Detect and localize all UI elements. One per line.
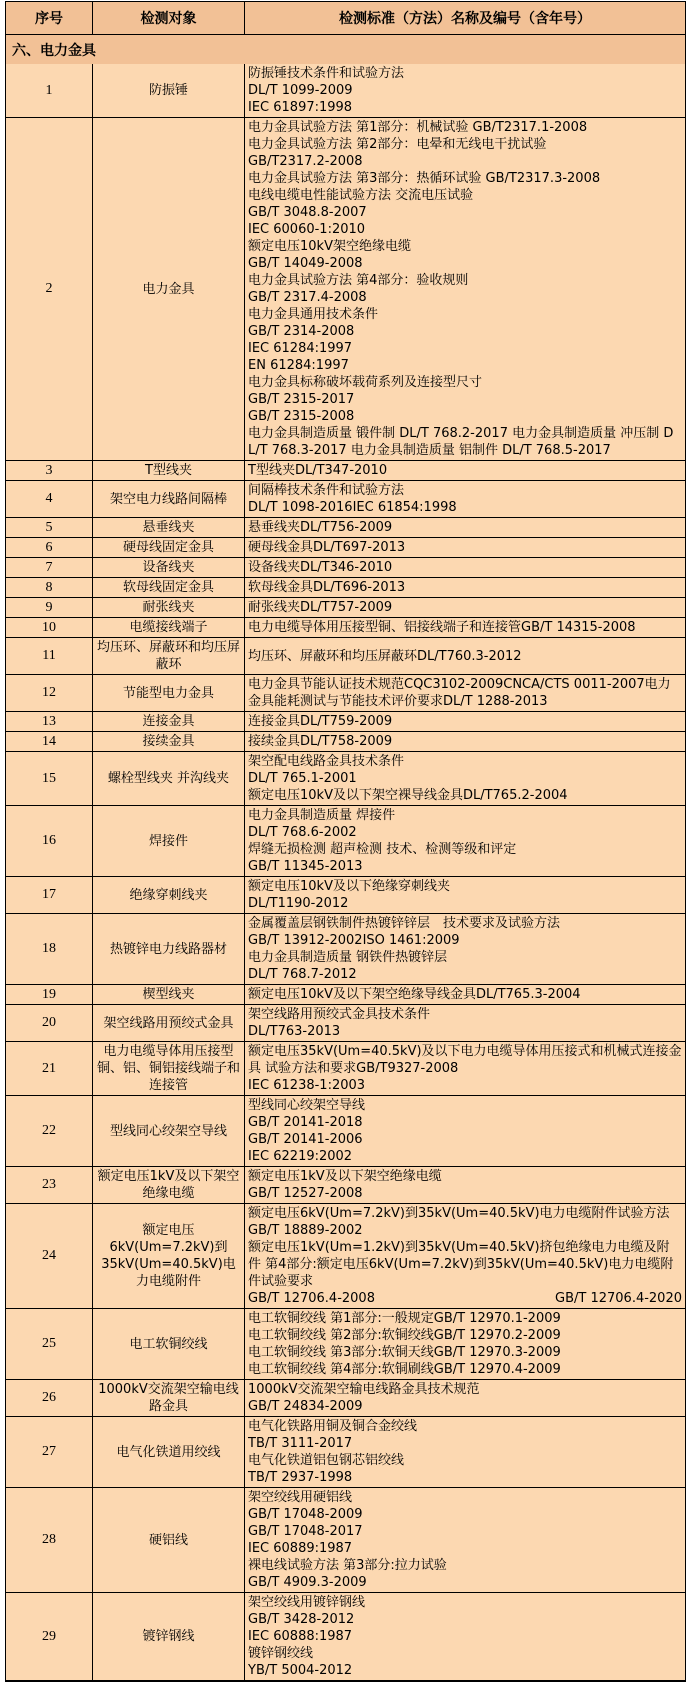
standard-line: DL/T 765.1-2001 <box>248 771 357 786</box>
standard-line: 电力金具通用技术条件 <box>248 307 379 322</box>
standards-cell <box>244 638 685 674</box>
test-object: 电力电缆导体用压接型铜、铝、铜铝接线端子和连接管 <box>92 1042 244 1095</box>
standards-cell <box>244 538 685 557</box>
standard-line: 额定电压35kV(Um=40.5kV)及以下电力电缆导体用压接式和机械式连接金具 试验方法和要求GB/T9327-2008 <box>248 1044 682 1076</box>
row-number: 24 <box>42 1248 56 1263</box>
standard-line: 1000kV交流架空输电线路金具技术规范 <box>248 1382 480 1397</box>
standard-line: 裸电线试验方法 第3部分:拉力试验 <box>248 1558 447 1573</box>
standard-line: 悬垂线夹DL/T756-2009 <box>248 520 393 535</box>
row-number: 5 <box>45 519 53 535</box>
standards-cell <box>244 1380 685 1416</box>
table-row <box>6 731 685 751</box>
table-row <box>6 617 685 637</box>
standard-line: GB/T 11345-2013 <box>248 859 363 874</box>
row-number: 15 <box>42 770 56 786</box>
standards-cell <box>244 461 685 480</box>
test-object: 型线同心绞架空导线 <box>92 1096 244 1166</box>
test-object: 架空线路用预绞式金具 <box>92 1005 244 1041</box>
standard-line: DL/T 768.6-2002 <box>248 825 357 840</box>
test-object: 电缆接线端子 <box>92 618 244 637</box>
test-object: 接续金具 <box>92 732 244 751</box>
standard-line <box>248 1290 682 1307</box>
test-object: 防振锤 <box>92 64 244 117</box>
header-cell-standard: 检测标准（方法）名称及编号（含年号） <box>244 2 685 34</box>
test-object: 硬铝线 <box>92 1488 244 1592</box>
standard-line: 电力金具试验方法 第2部分：电晕和无线电干扰试验 <box>248 137 547 152</box>
table-row <box>6 805 685 876</box>
standard-line: GB/T 17048-2017 <box>248 1524 363 1539</box>
table-row <box>6 597 685 617</box>
standard-line: DL/T1190-2012 <box>248 896 349 911</box>
table-row <box>6 984 685 1004</box>
standards-cell <box>244 578 685 597</box>
standard-line-left: GB/T 12706.4-2008 <box>248 1291 375 1306</box>
row-number: 14 <box>42 733 56 749</box>
standard-line: 金属覆盖层钢铁制件热镀锌锌层 技术要求及试验方法 <box>248 916 561 931</box>
table-row <box>6 674 685 711</box>
standard-line: T型线夹DL/T347-2010 <box>248 463 388 478</box>
row-number: 9 <box>45 599 53 615</box>
table-row <box>6 117 685 460</box>
standards-cell <box>244 598 685 617</box>
standard-line: GB/T 18889-2002 <box>248 1223 363 1238</box>
standard-line: 间隔棒技术条件和试验方法 <box>248 483 405 498</box>
row-number: 6 <box>45 539 53 555</box>
standards-cell <box>244 732 685 751</box>
row-number: 16 <box>42 833 56 848</box>
table-row <box>6 1004 685 1041</box>
row-number: 28 <box>42 1532 56 1547</box>
standard-line: 镀锌钢绞线 <box>248 1646 314 1661</box>
standards-cell <box>244 1096 685 1166</box>
table-header-row <box>6 2 685 34</box>
row-number: 20 <box>42 1015 56 1030</box>
header-cell-no: 序号 <box>35 11 63 27</box>
table-row <box>6 480 685 517</box>
row-number: 4 <box>45 491 53 506</box>
test-object: 悬垂线夹 <box>92 518 244 537</box>
test-object: 均压环、屏蔽环和均压屏蔽环 <box>92 638 244 674</box>
row-number: 18 <box>42 941 56 956</box>
standards-cell <box>244 618 685 637</box>
standard-line: EN 61284:1997 <box>248 358 349 373</box>
standards-cell <box>244 558 685 577</box>
test-object: 电力金具 <box>92 118 244 460</box>
row-number: 22 <box>42 1123 56 1138</box>
standard-line: GB/T 2317.4-2008 <box>248 290 367 305</box>
standard-line: 防振锤技术条件和试验方法 <box>248 66 405 81</box>
standard-line: IEC 61284:1997 <box>248 341 353 356</box>
standard-line: 额定电压10kV及以下绝缘穿刺线夹 <box>248 879 450 894</box>
table-row <box>6 876 685 913</box>
test-object: 绝缘穿刺线夹 <box>92 877 244 913</box>
table-row <box>6 1166 685 1203</box>
standard-line: 焊缝无损检测 超声检测 技术、检测等级和评定 <box>248 842 517 857</box>
test-object: T型线夹 <box>92 461 244 480</box>
standard-line: GB/T 2315-2008 <box>248 409 355 424</box>
standards-cell <box>244 806 685 876</box>
row-number: 11 <box>42 648 56 663</box>
standard-line: 电力金具试验方法 第1部分：机械试验 GB/T2317.1-2008 <box>248 120 588 135</box>
test-object: 镀锌钢线 <box>92 1593 244 1680</box>
row-number: 26 <box>42 1390 56 1405</box>
standard-line: GB/T 24834-2009 <box>248 1399 363 1414</box>
standard-line: GB/T 4909.3-2009 <box>248 1575 367 1590</box>
row-number: 17 <box>42 887 56 902</box>
test-object: 架空电力线路间隔棒 <box>92 481 244 517</box>
standard-line: 软母线金具DL/T696-2013 <box>248 580 406 595</box>
standard-line: 电力电缆导体用压接型铜、铝接线端子和连接管GB/T 14315-2008 <box>248 620 636 635</box>
standards-cell <box>244 1593 685 1680</box>
test-object: 节能型电力金具 <box>92 675 244 711</box>
row-number: 25 <box>42 1336 56 1351</box>
standard-line: 电气化铁路用铜及铜合金绞线 <box>248 1419 418 1434</box>
table-row <box>6 751 685 805</box>
row-number: 13 <box>42 713 56 729</box>
standards-cell <box>244 1309 685 1379</box>
standard-line: 电力金具标称破坏载荷系列及连接型尺寸 <box>248 375 483 390</box>
standards-cell <box>244 914 685 984</box>
standard-line: 电工软铜绞线 第2部分:软铜绞线GB/T 12970.2-2009 <box>248 1328 561 1343</box>
row-number: 12 <box>42 685 56 700</box>
standard-line: GB/T 20141-2018 <box>248 1115 363 1130</box>
standard-line: GB/T 2314-2008 <box>248 324 355 339</box>
table-row <box>6 1592 685 1680</box>
standards-cell <box>244 752 685 805</box>
standards-cell <box>244 985 685 1004</box>
standard-line: GB/T 12527-2008 <box>248 1186 363 1201</box>
standard-line: 电力金具制造质量 锻件制 DL/T 768.2-2017 电力金具制造质量 冲压制 DL/T 768.3-2017 电力金具制造质量 铝制件 DL/T 768.5-2017 <box>248 426 674 458</box>
standard-line: IEC 60888:1987 <box>248 1629 353 1644</box>
standards-cell <box>244 675 685 711</box>
standards-cell <box>244 481 685 517</box>
table-row <box>6 460 685 480</box>
standard-line: GB/T 20141-2006 <box>248 1132 363 1147</box>
standard-line: 电力金具制造质量 焊接件 <box>248 808 396 823</box>
standard-line: 电力金具节能认证技术规范CQC3102-2009CNCA/CTS 0011-2007电力金具能耗测试与节能技术评价要求DL/T 1288-2013 <box>248 677 671 709</box>
test-object: 电气化铁道用绞线 <box>92 1417 244 1487</box>
standard-line: 耐张线夹DL/T757-2009 <box>248 600 393 615</box>
standard-line: DL/T763-2013 <box>248 1024 341 1039</box>
standards-cell <box>244 877 685 913</box>
test-object: 设备线夹 <box>92 558 244 577</box>
test-object: 耐张线夹 <box>92 598 244 617</box>
standard-line: 硬母线金具DL/T697-2013 <box>248 540 406 555</box>
standard-line: IEC 60060-1:2010 <box>248 222 366 237</box>
standard-line: GB/T 2315-2017 <box>248 392 355 407</box>
standard-line: DL/T 1098-2016IEC 61854:1998 <box>248 500 457 515</box>
row-number: 7 <box>45 559 53 575</box>
standards-cell <box>244 712 685 731</box>
test-object: 1000kV交流架空输电线路金具 <box>92 1380 244 1416</box>
standard-line: IEC 61897:1998 <box>248 100 353 115</box>
test-object: 连接金具 <box>92 712 244 731</box>
table-row <box>6 1487 685 1592</box>
standard-line: DL/T 768.7-2012 <box>248 967 357 982</box>
row-number: 29 <box>42 1628 56 1644</box>
standards-cell <box>244 518 685 537</box>
test-object: 楔型线夹 <box>92 985 244 1004</box>
standards-cell <box>244 1488 685 1592</box>
test-object: 电工软铜绞线 <box>92 1309 244 1379</box>
header-cell-object: 检测对象 <box>92 2 244 34</box>
row-number: 8 <box>45 579 53 595</box>
table-row <box>6 1203 685 1308</box>
standard-line: GB/T 13912-2002ISO 1461:2009 <box>248 933 460 948</box>
standard-line: 连接金具DL/T759-2009 <box>248 714 393 729</box>
table-row <box>6 1095 685 1166</box>
standards-table <box>5 1 686 1682</box>
row-number: 21 <box>42 1060 56 1076</box>
standards-cell <box>244 1417 685 1487</box>
standards-cell <box>244 64 685 117</box>
standard-line: 设备线夹DL/T346-2010 <box>248 560 393 575</box>
table-row <box>6 711 685 731</box>
test-object: 额定电压6kV(Um=7.2kV)到35kV(Um=40.5kV)电力电缆附件 <box>92 1204 244 1308</box>
test-object: 软母线固定金具 <box>92 578 244 597</box>
standard-line: GB/T 14049-2008 <box>248 256 363 271</box>
table-row <box>6 64 685 117</box>
standard-line: 额定电压10kV架空绝缘电缆 <box>248 239 411 254</box>
table-row <box>6 1308 685 1379</box>
standard-line: 型线同心绞架空导线 <box>248 1098 366 1113</box>
standard-line-right: GB/T 12706.4-2020 <box>555 1291 682 1306</box>
standard-line: YB/T 5004-2012 <box>248 1663 353 1678</box>
table-row <box>6 913 685 984</box>
standards-cell <box>244 1042 685 1095</box>
standard-line: 额定电压10kV及以下架空裸导线金具DL/T765.2-2004 <box>248 788 568 803</box>
standards-cell <box>244 118 685 460</box>
standard-line: 架空绞线用镀锌钢线 <box>248 1595 366 1610</box>
standard-line: 接续金具DL/T758-2009 <box>248 734 393 749</box>
standard-line: GB/T 3428-2012 <box>248 1612 355 1627</box>
table-row <box>6 577 685 597</box>
standard-line: 额定电压10kV及以下架空绝缘导线金具DL/T765.3-2004 <box>248 987 581 1002</box>
row-number: 10 <box>42 619 56 635</box>
table-row <box>6 637 685 674</box>
standard-line: GB/T 3048.8-2007 <box>248 205 367 220</box>
standards-cell <box>244 1005 685 1041</box>
standard-line: GB/T 17048-2009 <box>248 1507 363 1522</box>
standard-line: 架空绞线用硬铝线 <box>248 1490 353 1505</box>
standards-cell <box>244 1204 685 1308</box>
standard-line: 额定电压6kV(Um=7.2kV)到35kV(Um=40.5kV)电力电缆附件试验方法 <box>248 1206 670 1221</box>
table-body <box>6 64 685 1680</box>
standard-line: 电力金具试验方法 第4部分：验收规则 <box>248 273 469 288</box>
standard-line: 架空配电线路金具技术条件 <box>248 754 405 769</box>
standard-line: 额定电压1kV(Um=1.2kV)到35kV(Um=40.5kV)挤包绝缘电力电缆及附件 第4部分:额定电压6kV(Um=7.2kV)到35kV(Um=40.5kV)电力电缆附件试验要求 <box>248 1240 674 1289</box>
test-object: 焊接件 <box>92 806 244 876</box>
table-row <box>6 1379 685 1416</box>
standard-line: 电工软铜绞线 第1部分:一般规定GB/T 12970.1-2009 <box>248 1311 561 1326</box>
table-row <box>6 517 685 537</box>
standard-line: TB/T 2937-1998 <box>248 1470 353 1485</box>
standard-line: 电工软铜绞线 第4部分:软铜刷线GB/T 12970.4-2009 <box>248 1362 561 1377</box>
standard-line: 电气化铁道铝包钢芯铝绞线 <box>248 1453 405 1468</box>
row-number: 3 <box>45 462 53 478</box>
standard-line: 架空线路用预绞式金具技术条件 <box>248 1007 431 1022</box>
standard-line: IEC 60889:1987 <box>248 1541 353 1556</box>
test-object: 硬母线固定金具 <box>92 538 244 557</box>
standard-line: IEC 62219:2002 <box>248 1149 353 1164</box>
row-number: 19 <box>42 986 56 1002</box>
standard-line: 电线电缆电性能试验方法 交流电压试验 <box>248 188 474 203</box>
standard-line: 电工软铜绞线 第3部分:软铜天线GB/T 12970.3-2009 <box>248 1345 561 1360</box>
test-object: 额定电压1kV及以下架空绝缘电缆 <box>92 1167 244 1203</box>
standard-line: GB/T2317.2-2008 <box>248 154 363 169</box>
standard-line: 电力金具试验方法 第3部分：热循环试验 GB/T2317.3-2008 <box>248 171 601 186</box>
test-object: 螺栓型线夹 并沟线夹 <box>92 752 244 805</box>
table-row <box>6 1041 685 1095</box>
row-number: 1 <box>45 82 53 98</box>
table-row <box>6 1416 685 1487</box>
standard-line: DL/T 1099-2009 <box>248 83 353 98</box>
table-row <box>6 557 685 577</box>
standard-line: 电力金具制造质量 钢铁件热镀锌层 <box>248 950 448 965</box>
row-number: 2 <box>45 281 53 296</box>
standard-line: 额定电压1kV及以下架空绝缘电缆 <box>248 1169 442 1184</box>
standard-line: IEC 61238-1:2003 <box>248 1078 366 1093</box>
row-number: 27 <box>42 1444 56 1459</box>
row-number: 23 <box>42 1177 56 1192</box>
test-object: 热镀锌电力线路器材 <box>92 914 244 984</box>
standard-line: TB/T 3111-2017 <box>248 1436 353 1451</box>
standard-line: 均压环、屏蔽环和均压屏蔽环DL/T760.3-2012 <box>248 648 522 664</box>
table-row <box>6 537 685 557</box>
standards-cell <box>244 1167 685 1203</box>
section-title: 六、电力金具 <box>6 34 685 64</box>
